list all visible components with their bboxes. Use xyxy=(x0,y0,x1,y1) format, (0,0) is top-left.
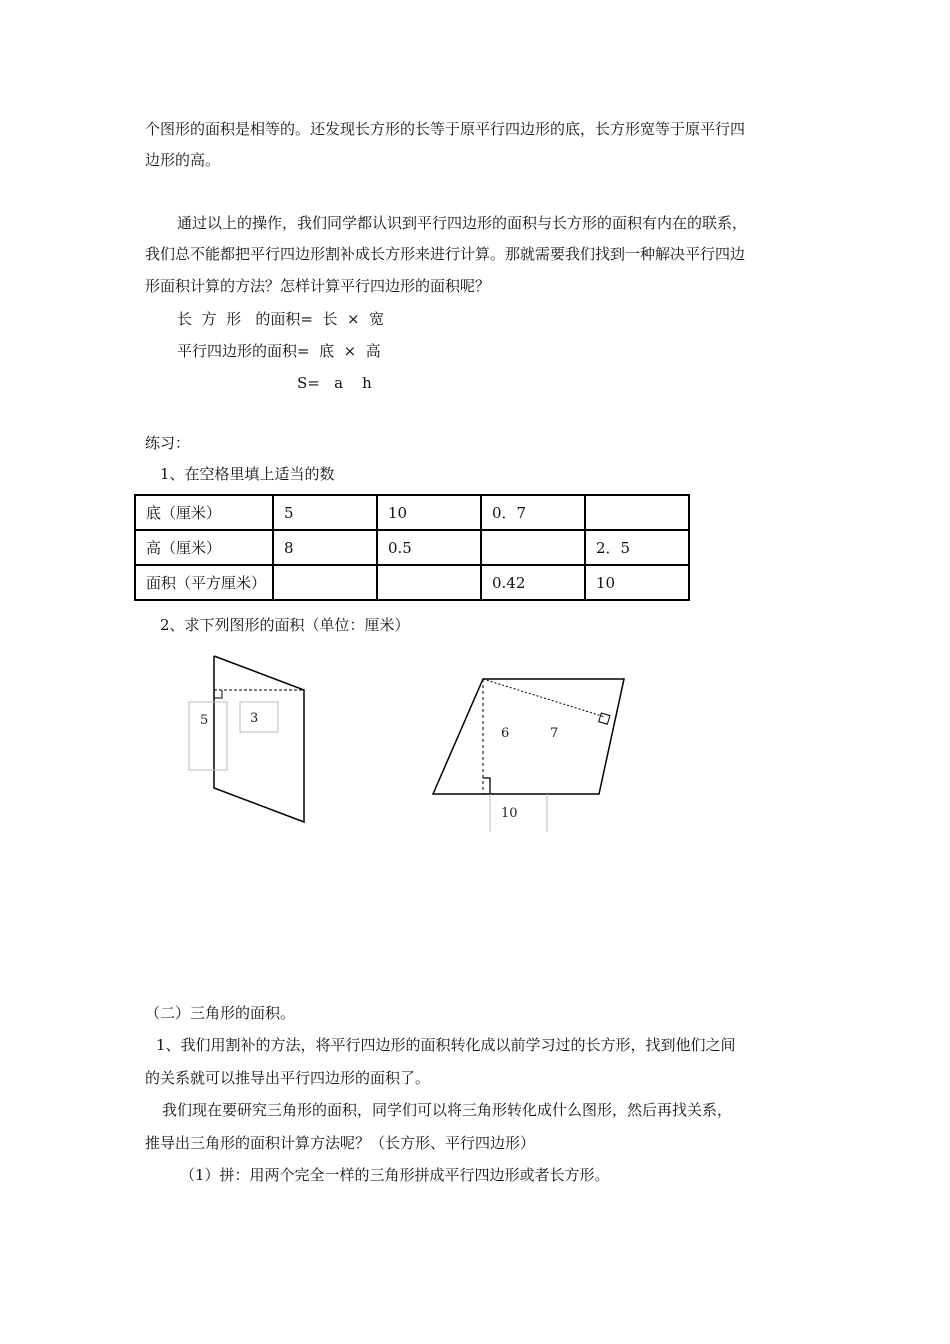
table-cell: 高（厘米） xyxy=(135,530,273,565)
height-dashed-line xyxy=(483,679,605,717)
paragraph-line: 1、我们用割补的方法，将平行四边形的面积转化成以前学习过的长方形，找到他们之间 xyxy=(156,1036,736,1054)
question-2: 2、求下列图形的面积（单位：厘米） xyxy=(160,616,410,634)
section-title: （二）三角形的面积。 xyxy=(145,1004,296,1022)
table-cell: 0.42 xyxy=(481,565,585,600)
paragraph-line: 形面积计算的方法？怎样计算平行四边形的面积呢？ xyxy=(145,277,491,295)
height-label: 5 xyxy=(200,713,209,728)
table-row xyxy=(135,530,689,565)
table-row xyxy=(135,565,689,600)
table-cell: 5 xyxy=(273,495,377,530)
height-label: 6 xyxy=(501,726,510,741)
table-cell: 10 xyxy=(377,495,481,530)
table-cell: 底（厘米） xyxy=(135,495,273,530)
table-cell: 8 xyxy=(273,530,377,565)
paragraph-line: 我们总不能都把平行四边形割补成长方形来进行计算。那就需要我们找到一种解决平行四边 xyxy=(145,245,746,263)
formula-parallelogram: 平行四边形的面积= 底 × 高 xyxy=(177,342,381,360)
formula-rectangle: 长 方 形 的面积= 长 × 宽 xyxy=(177,310,385,328)
right-angle-marker xyxy=(483,778,490,794)
table-cell xyxy=(377,565,481,600)
paragraph-line: 的关系就可以推导出平行四边形的面积了。 xyxy=(145,1069,431,1087)
paragraph-line: 推导出三角形的面积计算方法呢？（长方形、平行四边形） xyxy=(145,1134,536,1152)
right-angle-marker xyxy=(599,713,610,724)
table-cell: 面积（平方厘米） xyxy=(135,565,273,600)
paragraph-line: 通过以上的操作，我们同学都认识到平行四边形的面积与长方形的面积有内在的联系， xyxy=(177,214,748,232)
paragraph-line: 边形的高。 xyxy=(145,151,221,169)
side-label: 3 xyxy=(250,711,259,726)
table-cell: 0.5 xyxy=(377,530,481,565)
parallelogram-figure-2 xyxy=(425,670,635,835)
right-angle-marker xyxy=(214,690,222,698)
question-1: 1、在空格里填上适当的数 xyxy=(160,465,335,483)
parallelogram-figure-1 xyxy=(180,650,320,830)
side-label: 7 xyxy=(550,726,559,741)
fill-in-table xyxy=(134,494,690,601)
paragraph-line: （1）拼：用两个完全一样的三角形拼成平行四边形或者长方形。 xyxy=(180,1166,610,1184)
paragraph-line: 个图形的面积是相等的。还发现长方形的长等于原平行四边形的底，长方形宽等于原平行四 xyxy=(145,120,746,138)
table-cell xyxy=(585,495,689,530)
table-cell: 0．7 xyxy=(481,495,585,530)
table-cell: 2．5 xyxy=(585,530,689,565)
label-box xyxy=(240,702,278,732)
base-label: 10 xyxy=(501,806,518,821)
parallelogram-outline xyxy=(433,679,624,794)
formula-symbolic: S= a h xyxy=(297,374,372,392)
table-cell xyxy=(273,565,377,600)
table-cell xyxy=(481,530,585,565)
table-cell: 10 xyxy=(585,565,689,600)
practice-title: 练习： xyxy=(145,434,191,452)
table-row xyxy=(135,495,689,530)
paragraph-line: 我们现在要研究三角形的面积，同学们可以将三角形转化成什么图形，然后再找关系， xyxy=(162,1101,733,1119)
